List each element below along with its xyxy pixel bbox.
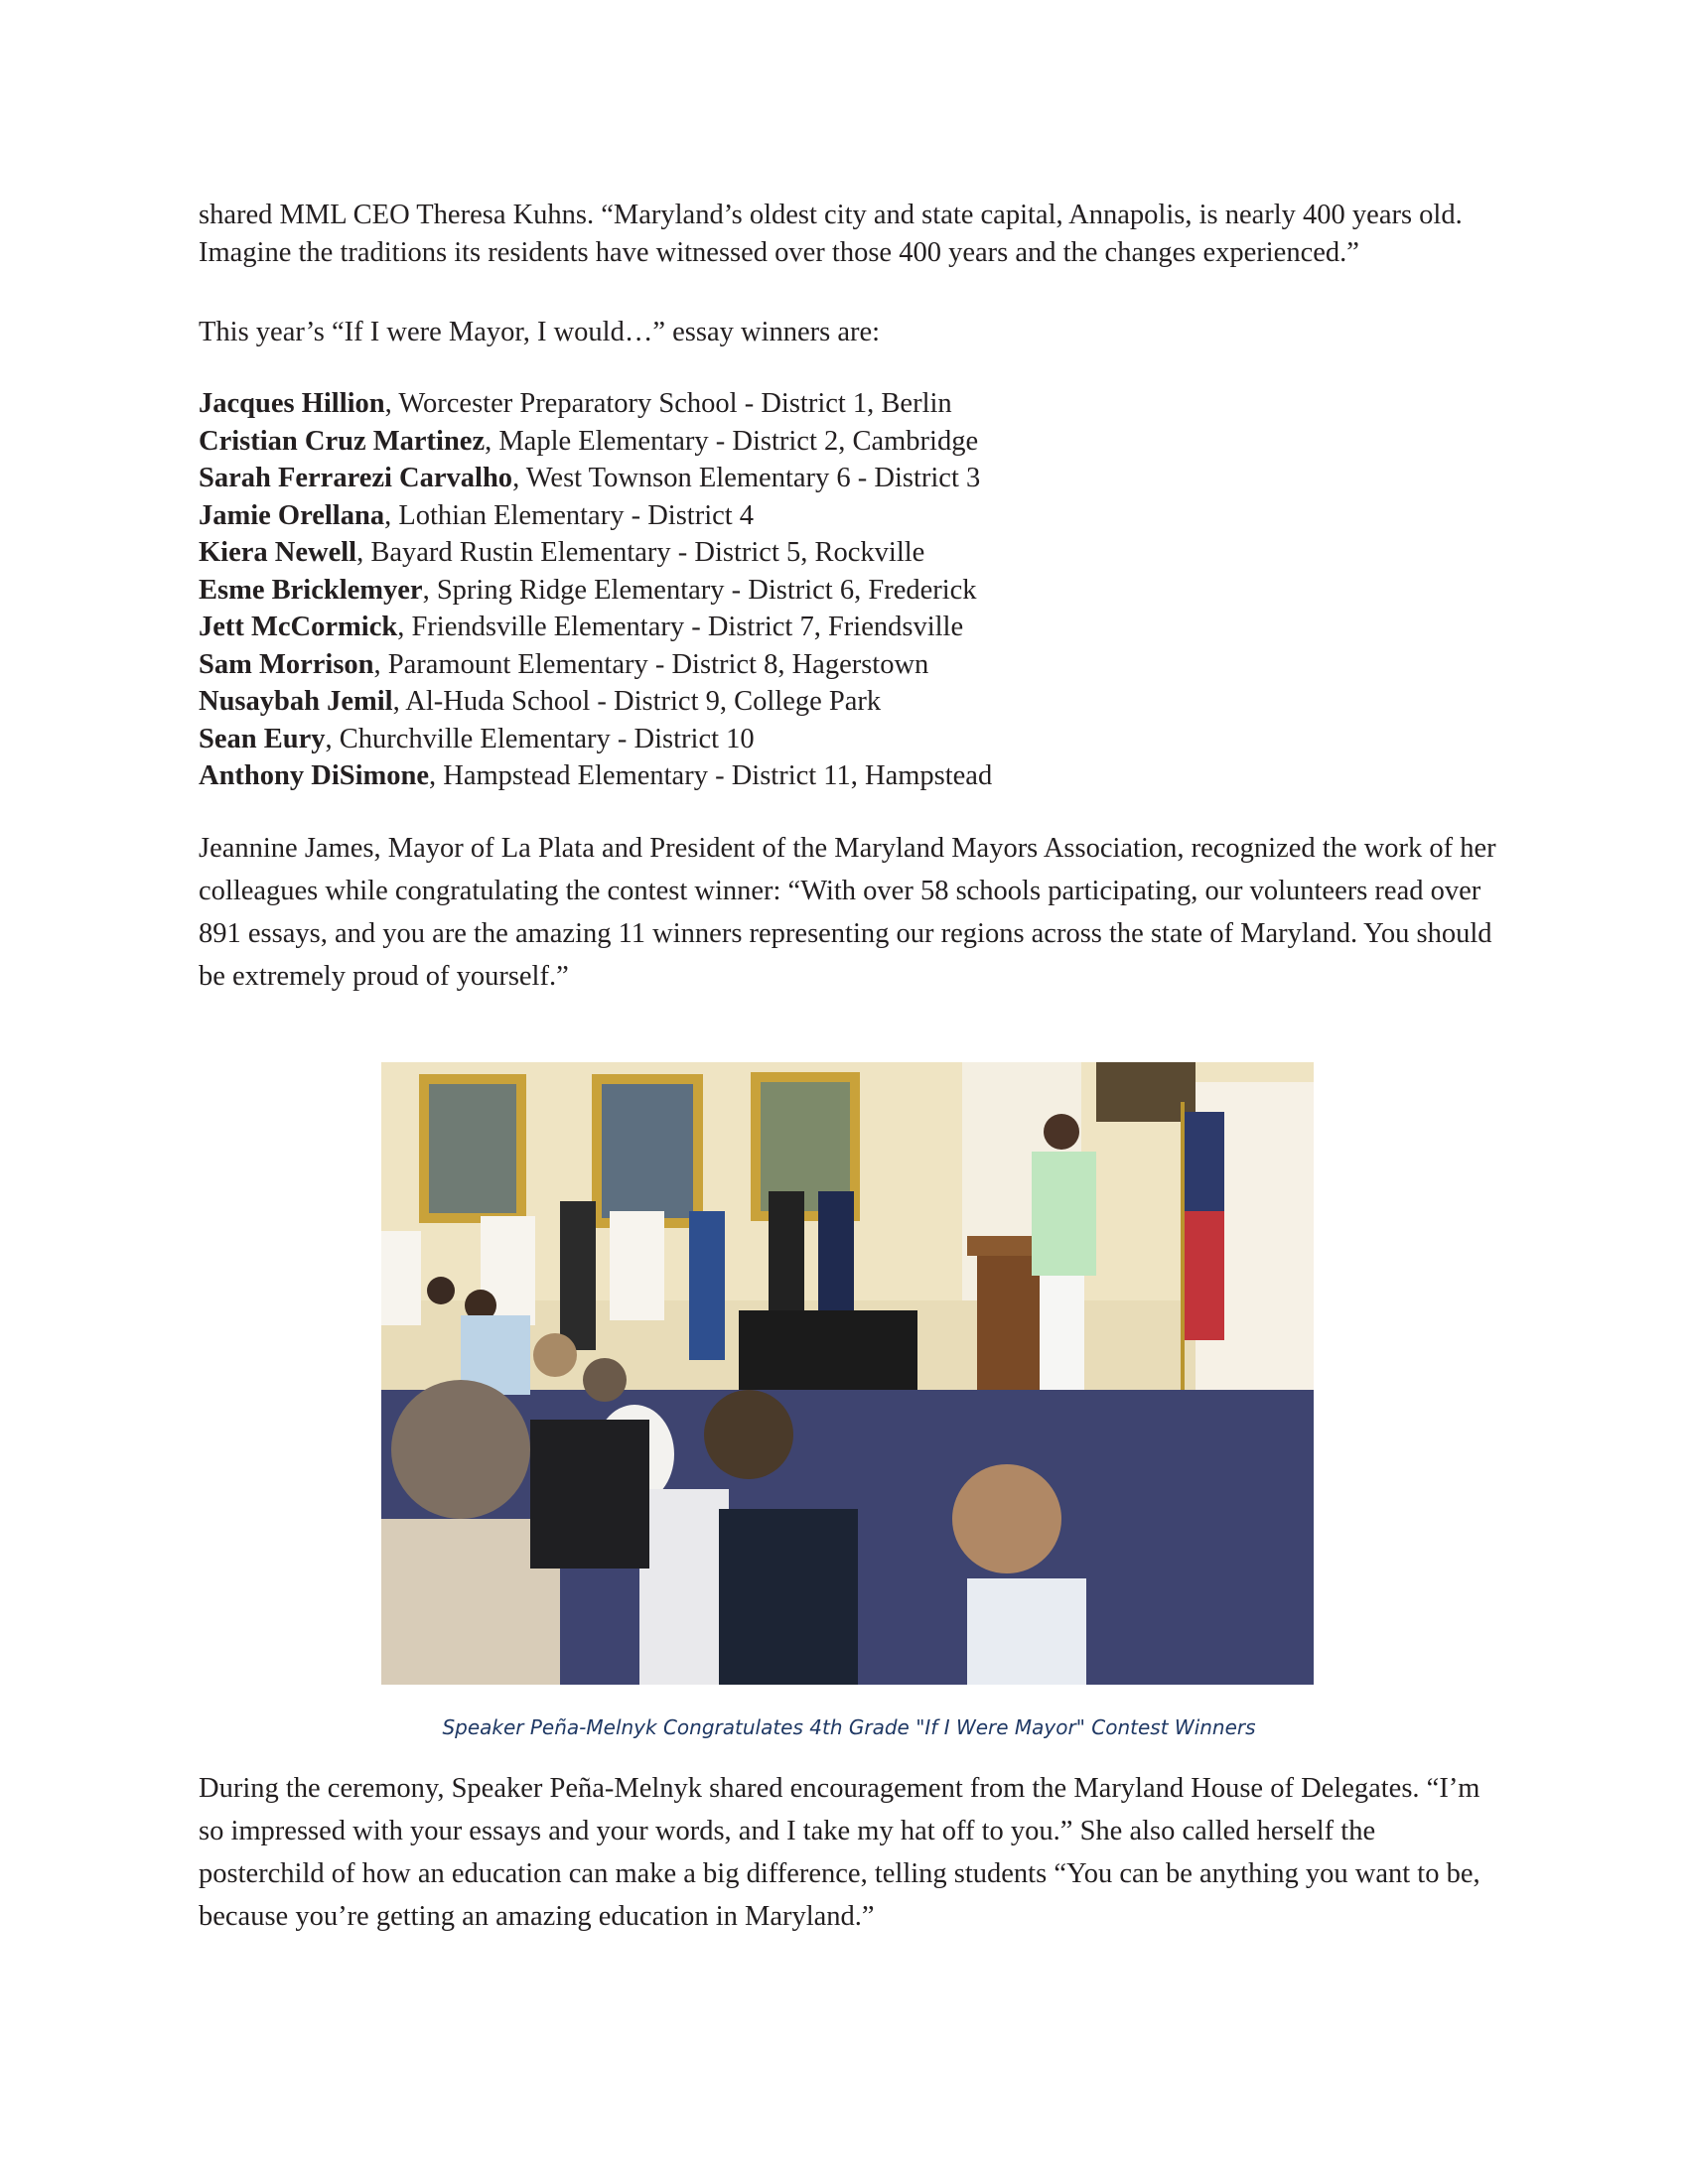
winner-detail: , Hampstead Elementary - District 11, Hampstead [429, 760, 993, 791]
winner-name: Jacques Hillion [199, 388, 385, 419]
document-body [199, 197, 1499, 998]
winner-detail: , Lothian Elementary - District 4 [384, 499, 755, 531]
intro-paragraph: shared MML CEO Theresa Kuhns. “Maryland’s oldest city and state capital, Annapolis, is nearly 400 years old. Imagine the traditions its residents have witnessed over those 400 years and the changes experienced.” [199, 200, 1463, 268]
winner-name: Sean Eury [199, 723, 326, 754]
winner-item [199, 423, 1499, 461]
winner-name: Jamie Orellana [199, 499, 385, 531]
winner-name: Sarah Ferrarezi Carvalho [199, 463, 513, 493]
winner-name: Nusaybah Jemil [199, 686, 393, 717]
winner-detail: , Paramount Elementary - District 8, Hagerstown [373, 648, 929, 680]
winner-item [199, 572, 1499, 610]
winner-name: Kiera Newell [199, 537, 357, 568]
winner-item [199, 609, 1499, 646]
winner-item [199, 385, 1499, 423]
winner-detail: , Worcester Preparatory School - District 1, Berlin [384, 388, 952, 419]
winner-name: Anthony DiSimone [199, 760, 430, 791]
james-paragraph: Jeannine James, Mayor of La Plata and President of the Maryland Mayors Association, recognized the work of her colleagues while congratulating the contest winner: “With over 58 schools participating, our volunteers read over 891 essays, and you are the amazing 11 winners representing our regions across the state of Maryland. You should be extremely proud of yourself.” [199, 832, 1496, 992]
winner-name: Sam Morrison [199, 648, 374, 680]
winner-item [199, 757, 1499, 795]
winner-detail: , Churchville Elementary - District 10 [325, 723, 755, 754]
winner-detail: , Maple Elementary - District 2, Cambridge [485, 425, 979, 457]
winner-detail: , Spring Ridge Elementary - District 6, Frederick [422, 574, 977, 606]
winner-item [199, 721, 1499, 758]
winner-detail: , West Townson Elementary 6 - District 3 [512, 463, 981, 493]
winner-name: Jett McCormick [199, 612, 398, 642]
winner-name: Cristian Cruz Martinez [199, 425, 486, 457]
winner-detail: , Bayard Rustin Elementary - District 5, Rockville [356, 537, 925, 568]
winner-item [199, 646, 1499, 684]
winner-item [199, 460, 1499, 497]
winners-list [199, 385, 1499, 795]
winner-detail: , Al-Huda School - District 9, College Park [392, 686, 882, 717]
ceremony-photo [381, 1062, 1314, 1685]
winner-item [199, 534, 1499, 572]
winners-lead: This year’s “If I were Mayor, I would…” essay winners are: [199, 317, 881, 347]
winner-item [199, 683, 1499, 721]
closing-paragraph: During the ceremony, Speaker Peña-Melnyk shared encouragement from the Maryland House of Delegates. “I’m so impressed with your essays and your words, and I take my hat off to you.” She also called herself the posterchild of how an education can make a big difference, telling students “You can be anything you want to be, because you’re getting an amazing education in Maryland.” [199, 1773, 1480, 1932]
winner-name: Esme Bricklemyer [199, 574, 423, 606]
winner-detail: , Friendsville Elementary - District 7, Friendsville [397, 612, 964, 642]
winner-item [199, 497, 1499, 535]
photo-caption: Speaker Peña-Melnyk Congratulates 4th Grade "If I Were Mayor" Contest Winners [442, 1715, 1256, 1739]
